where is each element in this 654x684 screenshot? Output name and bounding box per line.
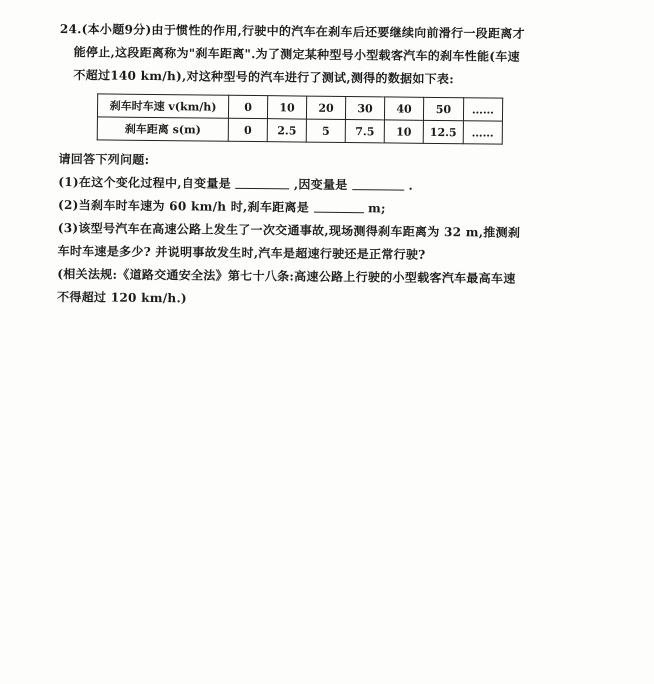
table-cell: 0	[228, 118, 267, 141]
answer-blank-2[interactable]	[352, 177, 404, 191]
table-cell: 10	[267, 96, 306, 119]
sub1-text-a: (1)在这个变化过程中,自变量是	[58, 174, 232, 191]
regulation-line-2: 不得超过 120 km/h.)	[57, 289, 188, 306]
sub1-text-c: .	[408, 178, 414, 193]
table-cell: 5	[306, 119, 345, 142]
table-cell: 0	[228, 95, 267, 118]
sub1-text-b: ,因变量是	[293, 177, 348, 193]
sub2-text-b: m;	[367, 201, 386, 216]
table-cell: 7.5	[345, 119, 384, 142]
intro-line-3: 不超过140 km/h),对这种型号的汽车进行了测试,测得的数据如下表:	[73, 68, 455, 87]
table-cell: 10	[384, 120, 423, 143]
sub-question-3-line-2: 车时车速是多少? 并说明事故发生时,汽车是超速行驶还是正常行驶?	[57, 243, 426, 262]
prompt-text: 请回答下列问题:	[58, 151, 150, 167]
intro-line-1: 24.(本小题9分)由于惯性的作用,行驶中的汽车在刹车后还要继续向前滑行一段距离才	[59, 21, 525, 41]
answer-blank-3[interactable]	[314, 200, 364, 214]
table-cell: 20	[306, 96, 345, 119]
table-cell: 12.5	[423, 120, 463, 143]
regulation-line-1: (相关法规:《道路交通安全法》第七十八条:高速公路上行驶的小型载客汽车最高车速	[57, 266, 516, 286]
table-cell: 40	[384, 97, 423, 120]
table-cell: 2.5	[267, 119, 306, 142]
question-24	[57, 18, 580, 314]
table-row-distance	[97, 117, 502, 144]
sub-question-3-line-1: (3)该型号汽车在高速公路上发生了一次交通事故,现场测得刹车距离为 32 m,推测刹	[57, 220, 521, 240]
table-header-speed: 刹车时车速 v(km/h)	[97, 94, 228, 118]
intro-line-2: 能停止,这段距离称为"刹车距离".为了测定某种型号小型载客汽车的刹车性能(车速	[73, 45, 520, 64]
sub2-text-a: (2)当刹车时车速为 60 km/h 时,刹车距离是	[57, 197, 310, 215]
table-cell: ……	[463, 98, 502, 121]
table-cell: ……	[463, 121, 502, 144]
data-table	[97, 93, 503, 144]
answer-blank-1[interactable]	[235, 176, 289, 190]
table-header-distance: 刹车距离 s(m)	[97, 117, 228, 141]
table-cell: 30	[345, 96, 384, 119]
table-cell: 50	[423, 97, 463, 120]
